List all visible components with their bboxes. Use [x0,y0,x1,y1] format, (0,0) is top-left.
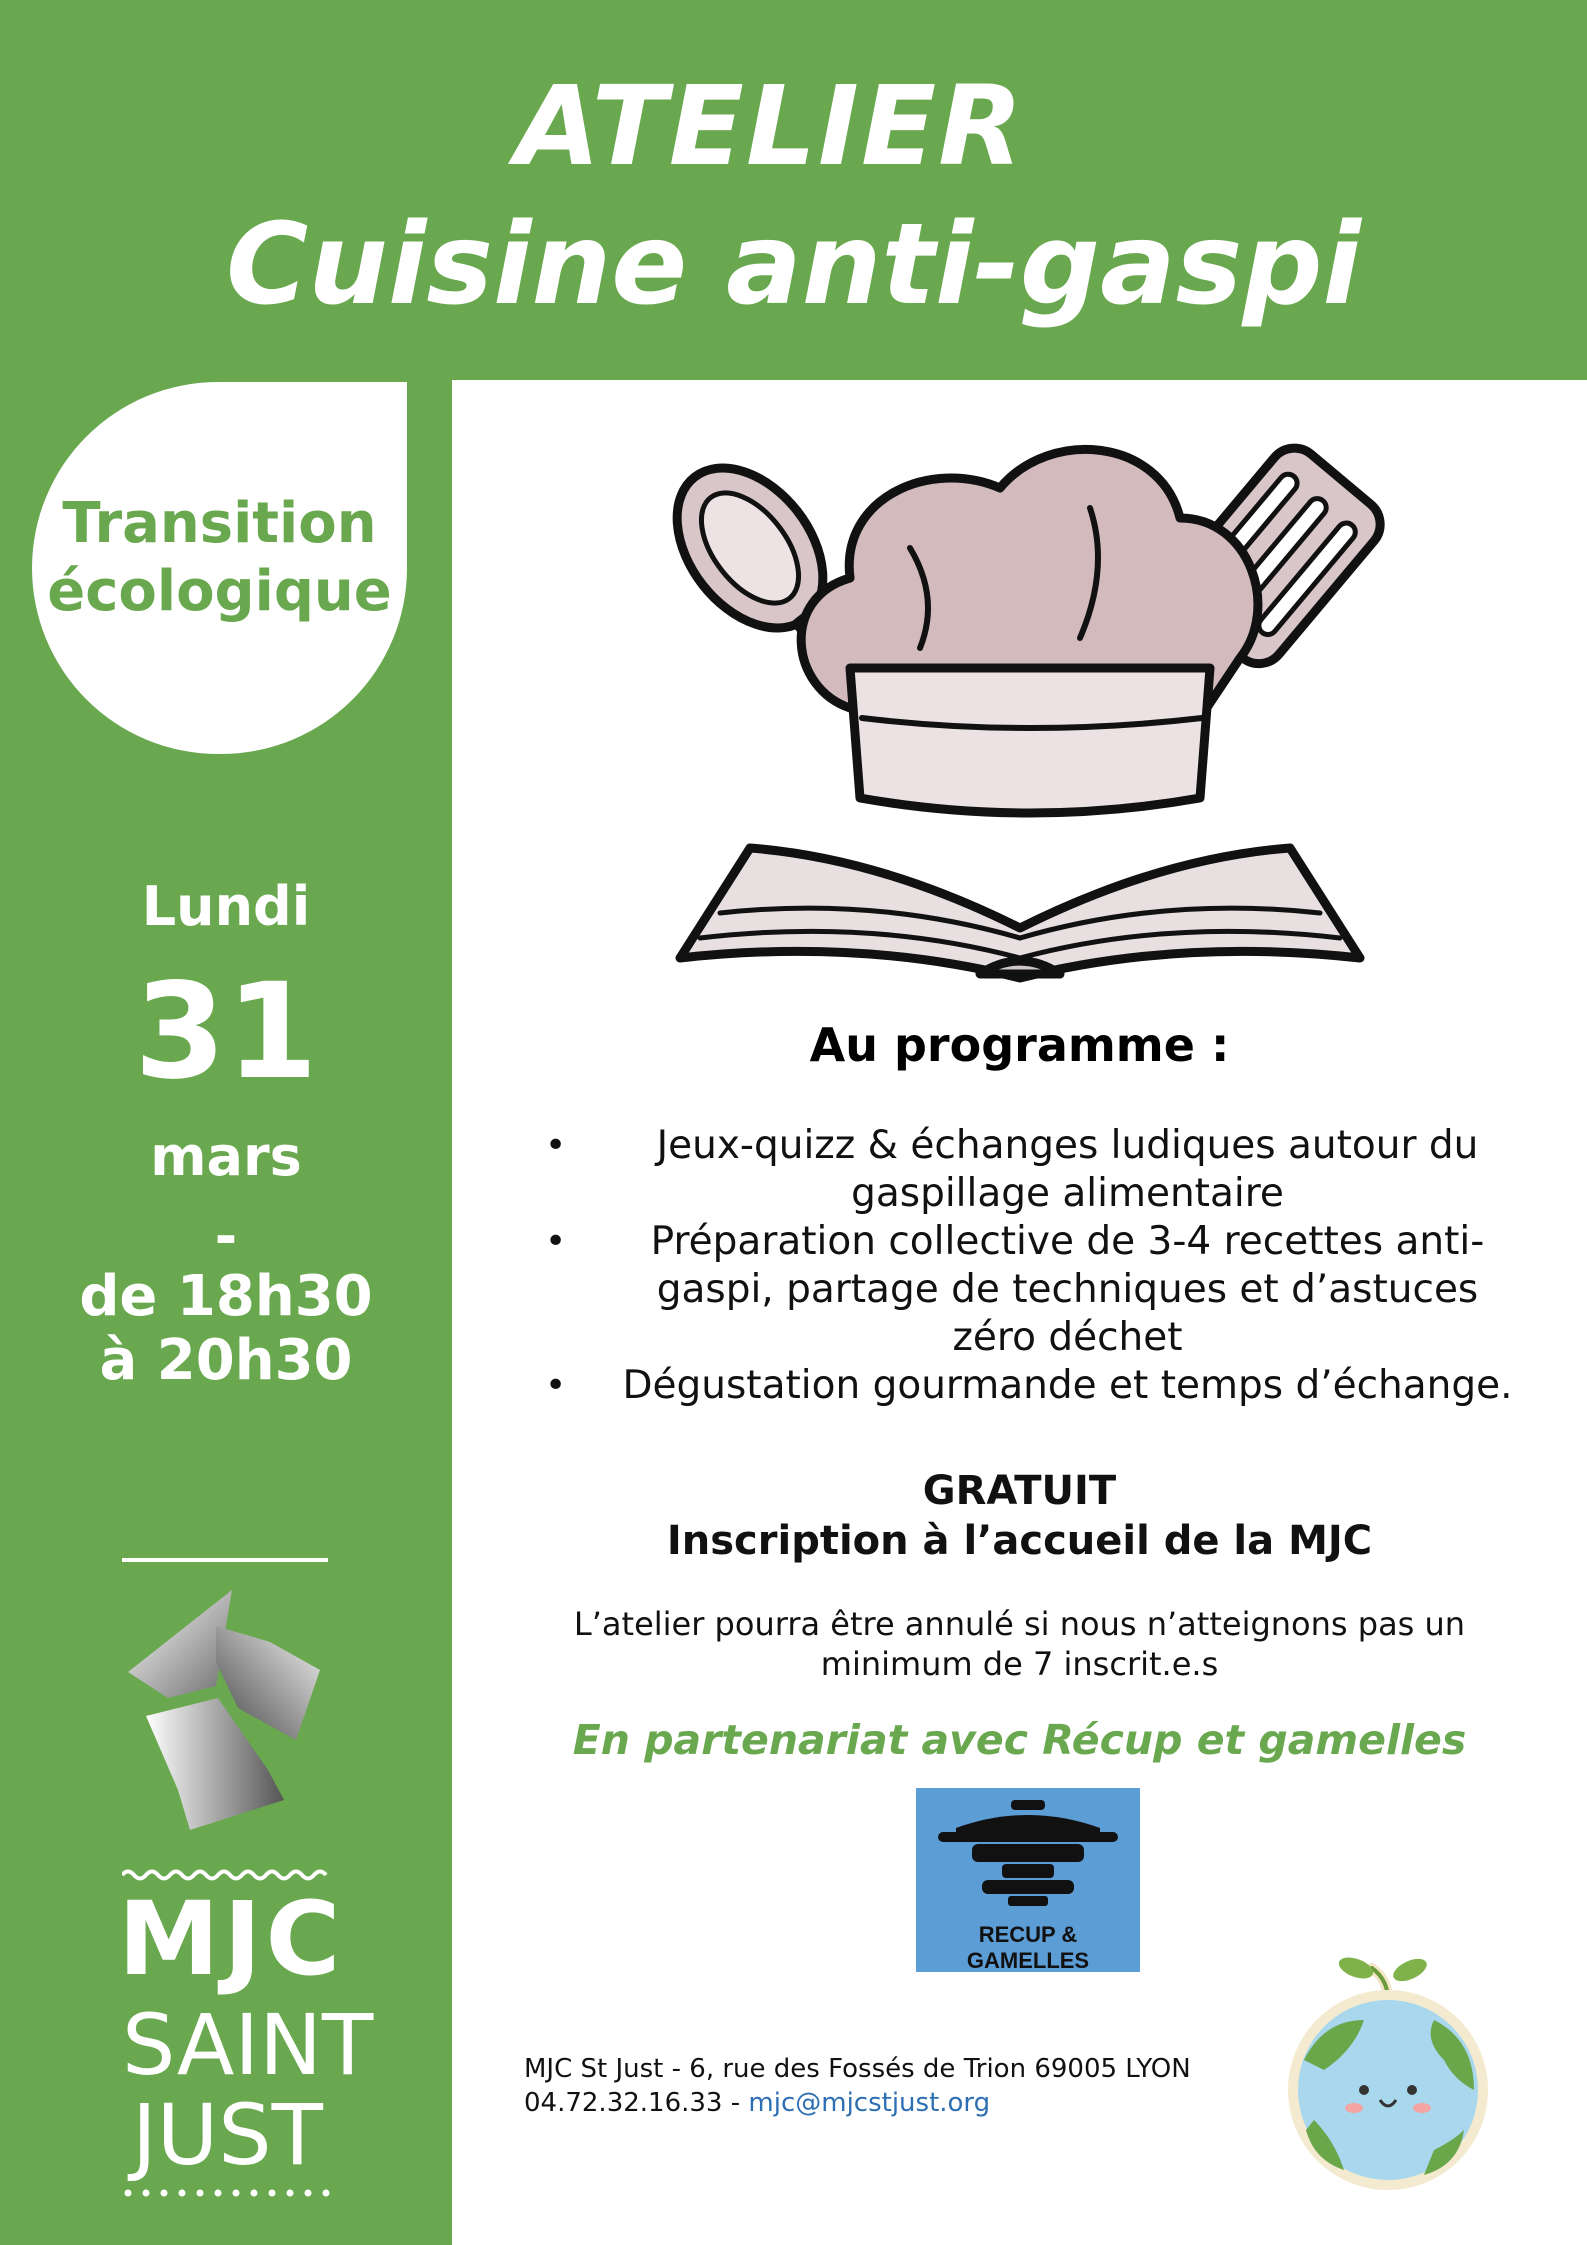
mjc-logo-just: JUST [132,2086,323,2184]
mjc-logo-shape-icon [120,1590,330,1830]
event-time-end: à 20h30 [99,1328,353,1393]
partner-logo-text: RECUP & GAMELLES [966,1922,1090,1973]
program-item [545,1122,1535,1218]
program-item-line: Dégustation gourmande et temps d’échange. [622,1363,1513,1408]
bullet-icon: • [545,1365,567,1406]
mjc-logo-letters: MJC [118,1880,345,1999]
notice-line-2: minimum de 7 inscrit.e.s [820,1645,1219,1683]
program-item-line: gaspi, partage de techniques et d’astuces [656,1267,1479,1312]
registration-info: Inscription à l’accueil de la MJC [666,1518,1373,1564]
bullet-icon: • [545,1221,567,1262]
event-time [0,1265,452,1393]
program-item-line: Jeux-quizz & échanges ludiques autour du [656,1123,1479,1168]
program-list [545,1122,1535,1410]
price-label: GRATUIT [922,1468,1117,1514]
program-title: Au programme : [809,1018,1230,1072]
mjc-dots-decoration-icon [124,2188,330,2198]
program-item [545,1218,1535,1362]
cancellation-notice [452,1604,1587,1684]
event-dash: - [214,1205,238,1268]
transition-badge-text [32,490,407,626]
footer-email-link[interactable]: mjc@mjcstjust.org [748,2088,991,2118]
footer-contact [524,2088,990,2118]
event-month: mars [150,1125,302,1188]
event-time-start: de 18h30 [79,1264,373,1329]
program-item-line: Préparation collective de 3-4 recettes anti- [650,1219,1485,1264]
mjc-logo-saint: SAINT [122,1996,374,2094]
transition-line-1: Transition [62,491,377,556]
event-day: Lundi [141,875,311,938]
smiling-planet-icon [1284,1950,1494,2190]
footer-phone: 04.72.32.16.33 - [524,2088,741,2118]
event-date-number: 31 [134,955,318,1109]
partner-logo [916,1788,1140,1972]
left-divider [122,1558,328,1562]
partnership-text: En partenariat avec Récup et gamelles [572,1716,1467,1764]
bullet-icon: • [545,1125,567,1166]
notice-line-1: L’atelier pourra être annulé si nous n’atteignons pas un [573,1605,1466,1643]
chef-hat-utensils-book-icon [640,418,1420,998]
program-item-line: gaspillage alimentaire [851,1171,1284,1216]
title-line-1: ATELIER [515,62,1025,190]
cooking-pot-icon [916,1788,1140,1918]
program-item [545,1362,1535,1410]
footer-address: MJC St Just - 6, rue des Fossés de Trion 69005 LYON [524,2054,1191,2084]
program-item-line: zéro déchet [952,1315,1183,1360]
transition-line-2: écologique [47,559,392,624]
title-line-2: Cuisine anti-gaspi [226,200,1361,330]
